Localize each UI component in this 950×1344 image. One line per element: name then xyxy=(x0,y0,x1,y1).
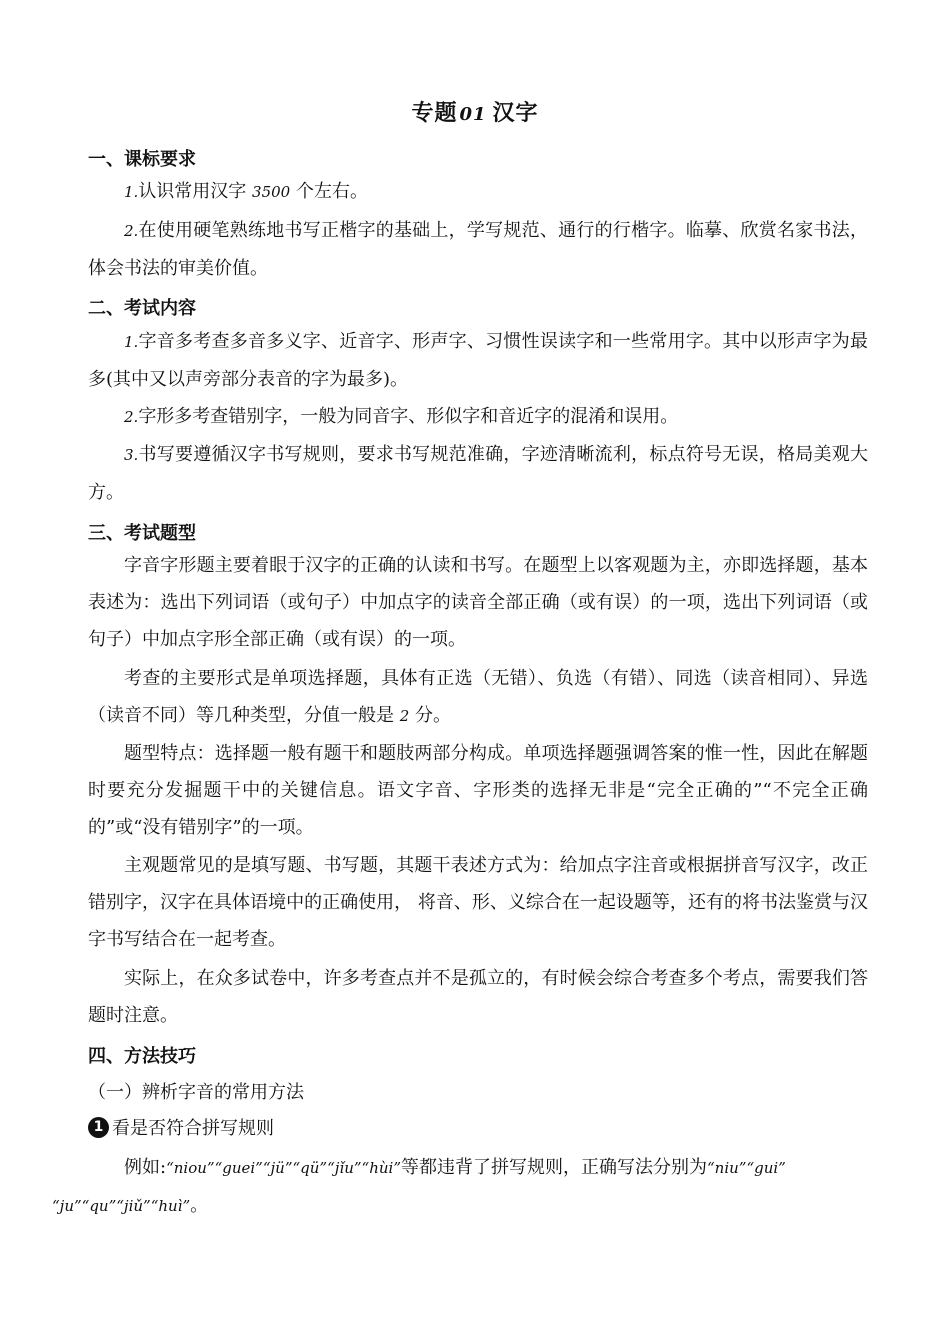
section-heading-3: 三、考试题型 xyxy=(88,523,196,544)
numbered-item-text: 看是否符合拼写规则 xyxy=(112,1118,274,1139)
paragraph-text: 在使用硬笔熟练地书写正楷字的基础上，学写规范、通行的行楷字。临摹、欣赏名家书法，体会书法的审美价值。 xyxy=(88,220,868,279)
item-number: 3. xyxy=(124,446,139,464)
wrong-spellings: “niou”“guei”“jü”“qü”“jǐu”“hùi” xyxy=(166,1159,401,1177)
item-number: 2. xyxy=(124,408,139,426)
paragraph-2-1 xyxy=(88,323,868,398)
paragraph-3-2 xyxy=(88,660,868,735)
paragraph-2-2 xyxy=(88,398,868,436)
section-heading-4: 四、方法技巧 xyxy=(88,1046,196,1067)
paragraph-3-4: 主观题常见的是填写题、书写题，其题干表述方式为：给加点字注音或根据拼音写汉字，改正错别字，汉字在具体语境中的正确使用， 将音、形、义综合在一起设题等，还有的将书法鉴赏与汉字书写结合在一起考查。 xyxy=(88,855,868,950)
number-value: 3500 xyxy=(252,183,291,201)
item-number: 1. xyxy=(124,183,139,201)
correct-spellings-1: “niu”“gui” xyxy=(707,1159,786,1177)
section-heading-2: 二、考试内容 xyxy=(88,298,196,319)
title-number: 01 xyxy=(459,104,487,125)
example-paragraph xyxy=(52,1149,868,1225)
title-prefix: 专题 xyxy=(411,100,458,126)
correct-spellings-2: “ju”“qu”“jiǔ”“huì” xyxy=(52,1197,191,1215)
paragraph-2-3 xyxy=(88,436,868,511)
example-lead: 例如: xyxy=(124,1157,167,1178)
number-value: 2 xyxy=(399,707,410,725)
paragraph-text: 考查的主要形式是单项选择题，具体有正选（无错）、负选（有错）、同选（读音相同）、异选（读音不同）等几种类型，分值一般是 xyxy=(88,668,868,726)
paragraph-3-3: 题型特点：选择题一般有题干和题肢两部分构成。单项选择题强调答案的惟一性，因此在解题时要充分发掘题干中的关键信息。语文字音、字形类的选择无非是“完全正确的”“不完全正确的”或“没有错别字”的一项。 xyxy=(88,743,868,838)
numbered-item-1 xyxy=(88,1114,274,1140)
paragraph-text: 字音多考查多音多义字、近音字、形声字、习惯性误读字和一些常用字。其中以形声字为最多(其中又以声旁部分表音的字为最多)。 xyxy=(88,331,868,390)
item-number: 1. xyxy=(124,333,139,351)
paragraph-1-2 xyxy=(88,212,868,287)
item-number: 2. xyxy=(124,222,139,240)
page-title xyxy=(0,96,950,127)
subsection-heading: （一）辨析字音的常用方法 xyxy=(88,1082,304,1103)
example-end: 。 xyxy=(190,1195,209,1216)
paragraph-text: 字形多考查错别字，一般为同音字、形似字和音近字的混淆和误用。 xyxy=(138,406,679,427)
paragraph-tail: 分。 xyxy=(409,705,452,726)
paragraph-1-1 xyxy=(88,173,868,211)
paragraph-3-5: 实际上，在众多试卷中，许多考查点并不是孤立的，有时候会综合考查多个考点，需要我们答题时注意。 xyxy=(88,968,868,1026)
paragraph-3-1: 字音字形题主要着眼于汉字的正确的认读和书写。在题型上以客观题为主，亦即选择题，基本表述为：选出下列词语（或句子）中加点字的读音全部正确（或有误）的一项，选出下列词语（或句子）中加点字形全部正确（或有误）的一项。 xyxy=(88,555,868,650)
title-main: 汉字 xyxy=(492,100,539,126)
paragraph-text: 认识常用汉字 xyxy=(138,181,253,202)
example-mid: 等都违背了拼写规则，正确写法分别为 xyxy=(401,1157,707,1178)
paragraph-tail: 个左右。 xyxy=(290,181,368,202)
paragraph-text: 书写要遵循汉字书写规则，要求书写规范准确，字迹清晰流利，标点符号无误，格局美观大方。 xyxy=(88,444,868,503)
section-heading-1: 一、课标要求 xyxy=(88,149,196,170)
circled-number-badge: 1 xyxy=(88,1117,109,1138)
